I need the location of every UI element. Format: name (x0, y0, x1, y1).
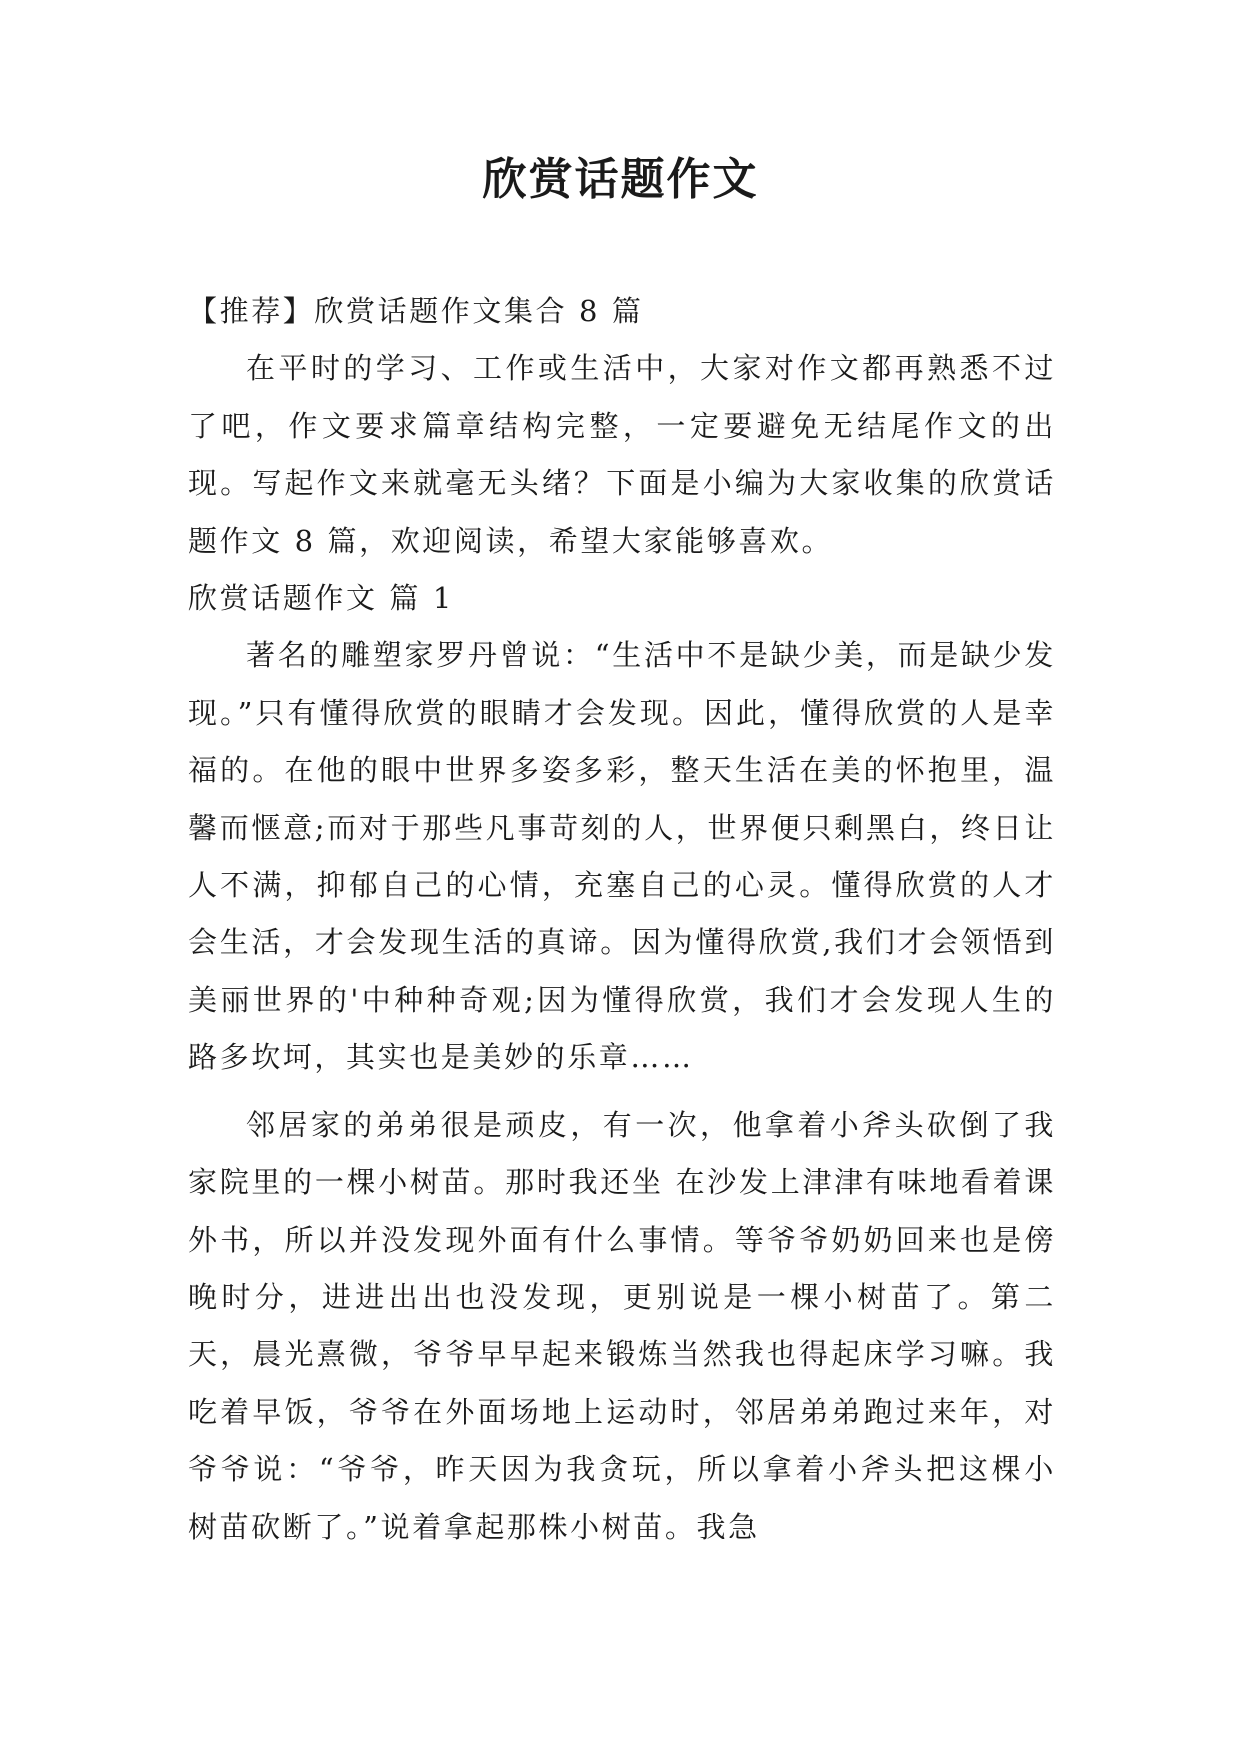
intro-paragraph: 在平时的学习、工作或生活中，大家对作文都再熟悉不过了吧，作文要求篇章结构完整，一定要避免无结尾作文的出现。写起作文来就毫无头绪？下面是小编为大家收集的欣赏话题作文 8 篇，欢迎阅读，希望大家能够喜欢。 (188, 351, 1056, 558)
document-title: 欣赏话题作文 (482, 154, 759, 205)
body-paragraph: 邻居家的弟弟很是顽皮，有一次，他拿着小斧头砍倒了我家院里的一棵小树苗。那时我还坐 在沙发上津津有味地看着课外书，所以并没发现外面有什么事情。等爷爷奶奶回来也是傍晚时分，进进出出也没发现，更别说是一棵小树苗了。第二天，晨光熹微，爷爷早早起来锻炼当然我也得起床学习嘛。我吃着早饭，爷爷在外面场地上运动时，邻居弟弟跑过来年，对爷爷说：“爷爷，昨天因为我贪玩，所以拿着小斧头把这棵小树苗砍断了。”说着拿起那株小树苗。我急 (188, 1107, 1056, 1544)
document-body (188, 283, 1056, 1556)
document-subtitle: 【推荐】欣赏话题作文集合 8 篇 (188, 294, 644, 328)
body-paragraph: 著名的雕塑家罗丹曾说：“生活中不是缺少美，而是缺少发现。”只有懂得欣赏的眼睛才会发现。因此，懂得欣赏的人是幸福的。在他的眼中世界多姿多彩，整天生活在美的怀抱里，温馨而惬意;而对于那些凡事苛刻的人，世界便只剩黑白，终日让人不满，抑郁自己的心情，充塞自己的心灵。懂得欣赏的人才会生活，才会发现生活的真谛。因为懂得欣赏,我们才会领悟到美丽世界的'中种种奇观;因为懂得欣赏，我们才会发现人生的路多坎坷，其实也是美妙的乐章…… (188, 638, 1056, 1075)
section-heading: 欣赏话题作文 篇 1 (188, 581, 454, 616)
